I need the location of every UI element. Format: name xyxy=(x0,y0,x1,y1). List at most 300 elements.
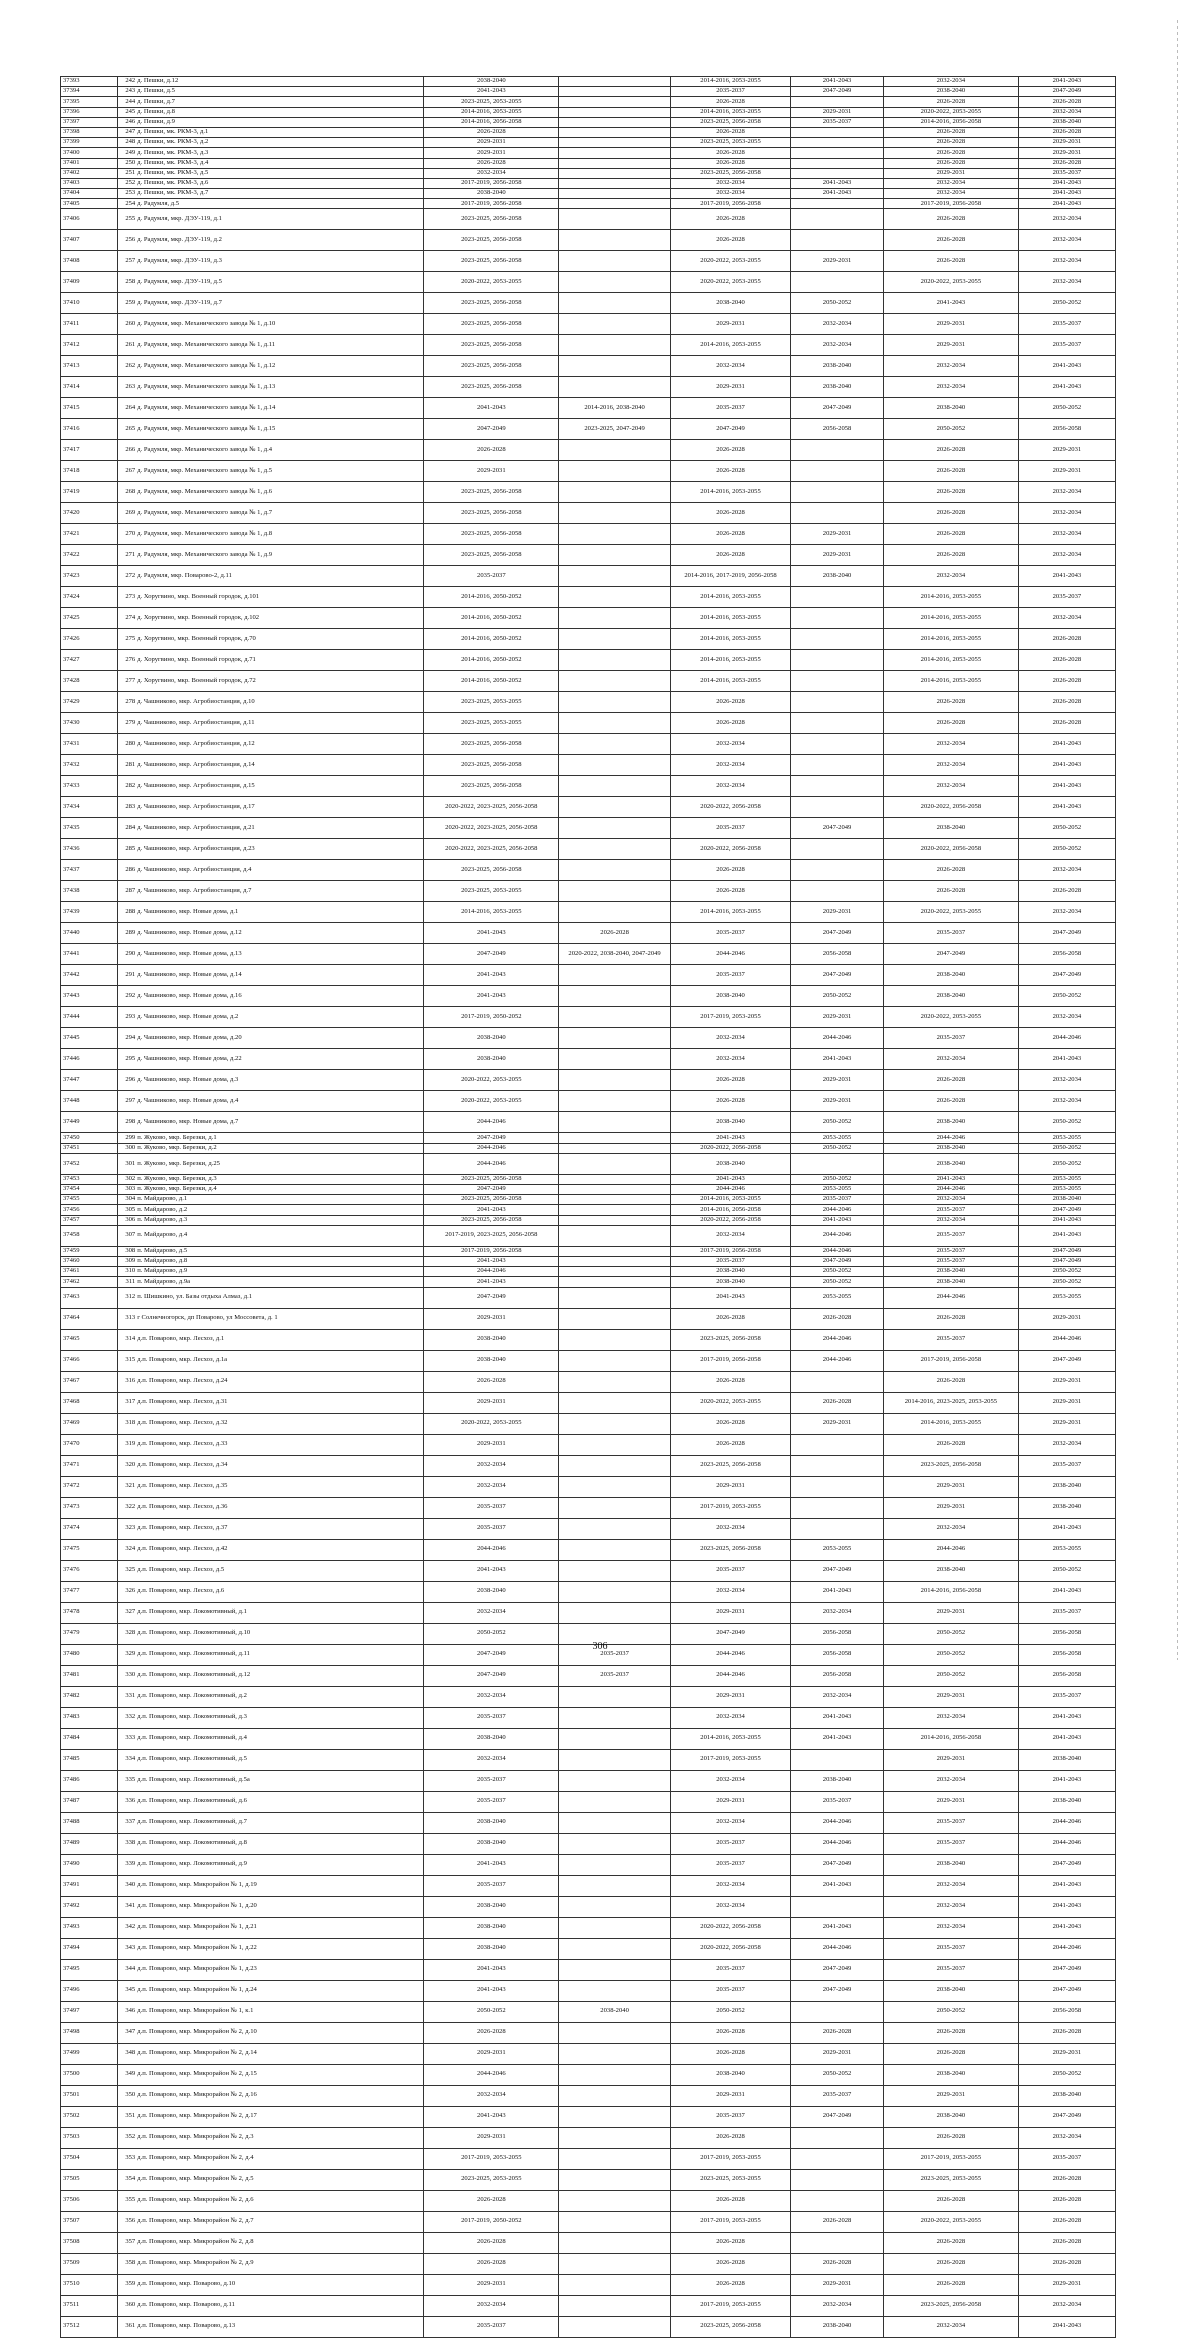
cell-col-6: 2047-2049 xyxy=(1018,923,1115,944)
cell-row-number: 249 xyxy=(118,148,136,158)
cell-row-address: п. Жуково, мкр. Березки, д.1 xyxy=(136,1133,424,1143)
cell-row-address: д. Чашниково, мкр. Новые дома, д.14 xyxy=(136,965,424,986)
cell-row-id: 37496 xyxy=(61,1980,118,2001)
cell-col-5: 2050-2052 xyxy=(884,419,1019,440)
cell-col-6: 2041-2043 xyxy=(1018,1707,1115,1728)
cell-col-6: 2032-2034 xyxy=(1018,1091,1115,1112)
cell-col-6: 2029-2031 xyxy=(1018,1413,1115,1434)
cell-col-2 xyxy=(559,1153,671,1174)
cell-col-5: 2032-2034 xyxy=(884,1518,1019,1539)
cell-row-id: 37440 xyxy=(61,923,118,944)
cell-col-5: 2035-2037 xyxy=(884,1959,1019,1980)
cell-row-address: д. Радумля, мкр. Механического завода № 1, д.14 xyxy=(136,398,424,419)
cell-col-2 xyxy=(559,1028,671,1049)
cell-col-4 xyxy=(791,2127,884,2148)
cell-col-5: 2026-2028 xyxy=(884,138,1019,148)
cell-row-number: 298 xyxy=(118,1112,136,1133)
cell-col-6: 2026-2028 xyxy=(1018,671,1115,692)
cell-row-id: 37431 xyxy=(61,734,118,755)
cell-col-2 xyxy=(559,1185,671,1195)
cell-row-address: д. Пешки, д.7 xyxy=(136,97,424,107)
table-row xyxy=(61,1959,1116,1980)
cell-col-1: 2029-2031 xyxy=(424,1308,559,1329)
cell-col-1: 2032-2034 xyxy=(424,1602,559,1623)
cell-row-id: 37407 xyxy=(61,230,118,251)
cell-row-address: д.п. Поварово, мкр. Лесхоз, д.34 xyxy=(136,1455,424,1476)
cell-col-6: 2041-2043 xyxy=(1018,1518,1115,1539)
cell-col-6: 2026-2028 xyxy=(1018,2022,1115,2043)
cell-col-3: 2026-2028 xyxy=(670,1413,790,1434)
cell-col-3: 2026-2028 xyxy=(670,209,790,230)
cell-col-6: 2032-2034 xyxy=(1018,1070,1115,1091)
cell-col-5: 2032-2034 xyxy=(884,1215,1019,1225)
cell-row-number: 280 xyxy=(118,734,136,755)
cell-col-2 xyxy=(559,755,671,776)
cell-row-id: 37458 xyxy=(61,1225,118,1246)
cell-col-3: 2020-2022, 2056-2058 xyxy=(670,1143,790,1153)
cell-row-address: д. Пешки, мк. РКМ-3, д.1 xyxy=(136,127,424,137)
cell-row-address: д.п. Поварово, мкр. Локомотивный, д.1 xyxy=(136,1602,424,1623)
cell-row-number: 250 xyxy=(118,158,136,168)
cell-col-6: 2056-2058 xyxy=(1018,2001,1115,2022)
cell-col-3: 2023-2025, 2056-2058 xyxy=(670,1329,790,1350)
cell-col-1: 2041-2043 xyxy=(424,1277,559,1287)
cell-col-5: 2014-2016, 2023-2025, 2053-2055 xyxy=(884,1392,1019,1413)
cell-row-id: 37404 xyxy=(61,189,118,199)
cell-row-number: 278 xyxy=(118,692,136,713)
cell-col-4: 2038-2040 xyxy=(791,356,884,377)
cell-col-3: 2017-2019, 2053-2055 xyxy=(670,1007,790,1028)
cell-col-3: 2050-2052 xyxy=(670,2001,790,2022)
cell-col-3: 2038-2040 xyxy=(670,293,790,314)
table-row xyxy=(61,1707,1116,1728)
cell-row-id: 37502 xyxy=(61,2106,118,2127)
cell-col-6: 2038-2040 xyxy=(1018,1497,1115,1518)
cell-col-3: 2038-2040 xyxy=(670,1277,790,1287)
table-row xyxy=(61,1256,1116,1266)
cell-col-2 xyxy=(559,1205,671,1215)
cell-col-1: 2020-2022, 2053-2055 xyxy=(424,1070,559,1091)
cell-row-number: 269 xyxy=(118,503,136,524)
cell-row-number: 294 xyxy=(118,1028,136,1049)
cell-row-id: 37397 xyxy=(61,117,118,127)
cell-col-3: 2032-2034 xyxy=(670,1896,790,1917)
cell-col-3: 2032-2034 xyxy=(670,1049,790,1070)
cell-row-id: 37433 xyxy=(61,776,118,797)
cell-row-number: 261 xyxy=(118,335,136,356)
table-row xyxy=(61,1392,1116,1413)
table-row xyxy=(61,199,1116,209)
cell-col-3: 2026-2028 xyxy=(670,158,790,168)
cell-col-5: 2038-2040 xyxy=(884,986,1019,1007)
cell-col-5: 2032-2034 xyxy=(884,178,1019,188)
cell-col-3: 2023-2025, 2056-2058 xyxy=(670,117,790,127)
cell-col-1: 2023-2025, 2053-2055 xyxy=(424,2169,559,2190)
cell-col-3: 2044-2046 xyxy=(670,944,790,965)
cell-col-4: 2044-2046 xyxy=(791,1225,884,1246)
table-row xyxy=(61,2043,1116,2064)
cell-row-address: д. Пешки, д.12 xyxy=(136,77,424,87)
cell-col-3: 2020-2022, 2056-2058 xyxy=(670,797,790,818)
cell-row-id: 37485 xyxy=(61,1749,118,1770)
cell-row-id: 37436 xyxy=(61,839,118,860)
cell-row-id: 37427 xyxy=(61,650,118,671)
cell-col-3: 2026-2028 xyxy=(670,1091,790,1112)
cell-col-6: 2053-2055 xyxy=(1018,1174,1115,1184)
cell-row-address: д.п. Поварово, мкр. Локомотивный, д.4 xyxy=(136,1728,424,1749)
cell-col-6: 2029-2031 xyxy=(1018,148,1115,158)
cell-col-5: 2032-2034 xyxy=(884,776,1019,797)
cell-row-number: 303 xyxy=(118,1185,136,1195)
cell-row-address: д.п. Поварово, мкр. Микрорайон № 2, д.8 xyxy=(136,2232,424,2253)
cell-col-5: 2032-2034 xyxy=(884,1195,1019,1205)
cell-row-address: д. Чашниково, мкр. Новые дома, д.2 xyxy=(136,1007,424,1028)
cell-col-2 xyxy=(559,1980,671,2001)
cell-row-id: 37490 xyxy=(61,1854,118,1875)
cell-row-id: 37466 xyxy=(61,1350,118,1371)
cell-row-address: д.п. Поварово, мкр. Микрорайон № 2, д.15 xyxy=(136,2064,424,2085)
cell-row-number: 285 xyxy=(118,839,136,860)
cell-col-6: 2029-2031 xyxy=(1018,2274,1115,2295)
cell-row-address: д.п. Поварово, мкр. Микрорайон № 2, д.17 xyxy=(136,2106,424,2127)
cell-row-id: 37432 xyxy=(61,755,118,776)
cell-col-4: 2029-2031 xyxy=(791,251,884,272)
cell-col-3: 2023-2025, 2056-2058 xyxy=(670,1539,790,1560)
cell-col-4 xyxy=(791,1749,884,1770)
table-row xyxy=(61,1308,1116,1329)
cell-col-6: 2026-2028 xyxy=(1018,650,1115,671)
cell-row-number: 329 xyxy=(118,1644,136,1665)
cell-col-3: 2017-2019, 2056-2058 xyxy=(670,1350,790,1371)
cell-row-address: д.п. Поварово, мкр. Поварово, д.11 xyxy=(136,2295,424,2316)
cell-row-id: 37406 xyxy=(61,209,118,230)
cell-col-3: 2041-2043 xyxy=(670,1133,790,1143)
cell-row-id: 37434 xyxy=(61,797,118,818)
cell-col-3: 2029-2031 xyxy=(670,1686,790,1707)
cell-col-2 xyxy=(559,1392,671,1413)
cell-col-2 xyxy=(559,127,671,137)
cell-col-1: 2026-2028 xyxy=(424,1371,559,1392)
cell-row-number: 277 xyxy=(118,671,136,692)
cell-row-number: 318 xyxy=(118,1413,136,1434)
cell-col-1: 2044-2046 xyxy=(424,2064,559,2085)
cell-col-2 xyxy=(559,440,671,461)
cell-col-5: 2038-2040 xyxy=(884,87,1019,97)
table-row xyxy=(61,1350,1116,1371)
cell-col-3: 2029-2031 xyxy=(670,1476,790,1497)
cell-col-3: 2026-2028 xyxy=(670,713,790,734)
cell-row-id: 37394 xyxy=(61,87,118,97)
cell-row-id: 37511 xyxy=(61,2295,118,2316)
table-row xyxy=(61,1287,1116,1308)
cell-col-3: 2014-2016, 2053-2055 xyxy=(670,587,790,608)
cell-col-4 xyxy=(791,2169,884,2190)
cell-col-1: 2032-2034 xyxy=(424,2295,559,2316)
cell-col-6: 2026-2028 xyxy=(1018,713,1115,734)
table-row xyxy=(61,335,1116,356)
cell-col-5: 2029-2031 xyxy=(884,168,1019,178)
cell-col-4: 2029-2031 xyxy=(791,107,884,117)
cell-col-1: 2029-2031 xyxy=(424,461,559,482)
cell-col-6: 2056-2058 xyxy=(1018,419,1115,440)
cell-col-4 xyxy=(791,1455,884,1476)
cell-col-3: 2014-2016, 2053-2055 xyxy=(670,1195,790,1205)
cell-col-3: 2014-2016, 2053-2055 xyxy=(670,335,790,356)
cell-col-1: 2035-2037 xyxy=(424,1707,559,1728)
cell-col-6: 2032-2034 xyxy=(1018,230,1115,251)
cell-col-1: 2023-2025, 2056-2058 xyxy=(424,1174,559,1184)
cell-col-1: 2038-2040 xyxy=(424,1028,559,1049)
cell-row-id: 37494 xyxy=(61,1938,118,1959)
cell-col-2 xyxy=(559,1728,671,1749)
cell-row-number: 262 xyxy=(118,356,136,377)
cell-col-6: 2041-2043 xyxy=(1018,77,1115,87)
table-row xyxy=(61,2022,1116,2043)
cell-col-4: 2041-2043 xyxy=(791,1581,884,1602)
cell-col-1: 2047-2049 xyxy=(424,419,559,440)
cell-col-2 xyxy=(559,1371,671,1392)
cell-col-5: 2026-2028 xyxy=(884,2190,1019,2211)
cell-col-3: 2026-2028 xyxy=(670,2232,790,2253)
cell-col-2 xyxy=(559,1133,671,1143)
cell-col-3: 2020-2022, 2056-2058 xyxy=(670,1917,790,1938)
cell-col-3: 2035-2037 xyxy=(670,398,790,419)
cell-col-3: 2014-2016, 2053-2055 xyxy=(670,902,790,923)
cell-col-5: 2026-2028 xyxy=(884,2022,1019,2043)
table-row xyxy=(61,839,1116,860)
cell-col-3: 2020-2022, 2053-2055 xyxy=(670,272,790,293)
cell-col-2 xyxy=(559,77,671,87)
cell-row-number: 289 xyxy=(118,923,136,944)
cell-row-address: д. Хоругвино, мкр. Военный городок, д.71 xyxy=(136,650,424,671)
cell-col-3: 2026-2028 xyxy=(670,2043,790,2064)
cell-col-5: 2032-2034 xyxy=(884,755,1019,776)
cell-col-2 xyxy=(559,839,671,860)
table-row xyxy=(61,1560,1116,1581)
cell-col-6: 2044-2046 xyxy=(1018,1833,1115,1854)
cell-row-number: 311 xyxy=(118,1277,136,1287)
cell-col-5: 2038-2040 xyxy=(884,398,1019,419)
cell-col-1: 2041-2043 xyxy=(424,1980,559,2001)
cell-col-6: 2050-2052 xyxy=(1018,398,1115,419)
table-row xyxy=(61,1434,1116,1455)
cell-col-3: 2020-2022, 2056-2058 xyxy=(670,839,790,860)
cell-col-3: 2035-2037 xyxy=(670,1256,790,1266)
cell-col-5: 2035-2037 xyxy=(884,1329,1019,1350)
cell-col-1: 2023-2025, 2056-2058 xyxy=(424,524,559,545)
cell-row-id: 37424 xyxy=(61,587,118,608)
cell-row-number: 347 xyxy=(118,2022,136,2043)
cell-row-address: д.п. Поварово, мкр. Локомотивный, д.11 xyxy=(136,1644,424,1665)
cell-col-6: 2026-2028 xyxy=(1018,97,1115,107)
cell-col-4: 2032-2034 xyxy=(791,2295,884,2316)
cell-col-4 xyxy=(791,881,884,902)
cell-row-address: д. Чашниково, мкр. Агробиостанция, д.7 xyxy=(136,881,424,902)
cell-col-2 xyxy=(559,1329,671,1350)
cell-row-number: 361 xyxy=(118,2316,136,2337)
cell-col-5: 2035-2037 xyxy=(884,1256,1019,1266)
cell-col-6: 2041-2043 xyxy=(1018,1770,1115,1791)
cell-col-5: 2032-2034 xyxy=(884,1896,1019,1917)
cell-col-5: 2020-2022, 2056-2058 xyxy=(884,797,1019,818)
cell-col-4: 2053-2055 xyxy=(791,1185,884,1195)
cell-row-number: 301 xyxy=(118,1153,136,1174)
cell-row-number: 360 xyxy=(118,2295,136,2316)
cell-col-2 xyxy=(559,335,671,356)
table-row xyxy=(61,881,1116,902)
cell-row-address: д. Радумля, мкр. Механического завода № 1, д.11 xyxy=(136,335,424,356)
cell-col-2 xyxy=(559,1350,671,1371)
cell-col-4: 2056-2058 xyxy=(791,1665,884,1686)
cell-col-3: 2032-2034 xyxy=(670,356,790,377)
cell-col-6: 2026-2028 xyxy=(1018,629,1115,650)
cell-col-5: 2020-2022, 2053-2055 xyxy=(884,1007,1019,1028)
cell-col-6: 2026-2028 xyxy=(1018,2211,1115,2232)
cell-col-3: 2026-2028 xyxy=(670,545,790,566)
cell-col-6: 2038-2040 xyxy=(1018,1476,1115,1497)
table-row xyxy=(61,209,1116,230)
cell-col-2 xyxy=(559,1413,671,1434)
cell-col-3: 2026-2028 xyxy=(670,1434,790,1455)
table-row xyxy=(61,1875,1116,1896)
cell-col-1: 2023-2025, 2053-2055 xyxy=(424,97,559,107)
cell-row-address: д.п. Поварово, мкр. Лесхоз, д.36 xyxy=(136,1497,424,1518)
cell-col-5: 2038-2040 xyxy=(884,1143,1019,1153)
cell-col-1: 2038-2040 xyxy=(424,1329,559,1350)
cell-row-id: 37487 xyxy=(61,1791,118,1812)
cell-col-3: 2026-2028 xyxy=(670,881,790,902)
table-row xyxy=(61,2190,1116,2211)
cell-row-number: 264 xyxy=(118,398,136,419)
cell-row-address: п. Майдарово, д.1 xyxy=(136,1195,424,1205)
cell-col-5: 2023-2025, 2053-2055 xyxy=(884,2169,1019,2190)
cell-col-1: 2041-2043 xyxy=(424,923,559,944)
cell-col-6: 2053-2055 xyxy=(1018,1539,1115,1560)
cell-col-6: 2035-2037 xyxy=(1018,1686,1115,1707)
cell-row-number: 313 xyxy=(118,1308,136,1329)
cell-col-4: 2050-2052 xyxy=(791,2064,884,2085)
table-row xyxy=(61,87,1116,97)
cell-col-3: 2020-2022, 2053-2055 xyxy=(670,1392,790,1413)
cell-col-4: 2041-2043 xyxy=(791,178,884,188)
cell-col-2: 2035-2037 xyxy=(559,1665,671,1686)
cell-row-address: д.п. Поварово, мкр. Лесхоз, д.5 xyxy=(136,1560,424,1581)
cell-row-address: д. Радумля, мкр. Механического завода № 1, д.8 xyxy=(136,524,424,545)
cell-col-6: 2026-2028 xyxy=(1018,2232,1115,2253)
cell-col-5: 2020-2022, 2053-2055 xyxy=(884,2211,1019,2232)
cell-col-2 xyxy=(559,524,671,545)
cell-col-2 xyxy=(559,881,671,902)
cell-col-1: 2023-2025, 2056-2058 xyxy=(424,734,559,755)
cell-col-5: 2026-2028 xyxy=(884,127,1019,137)
cell-col-4 xyxy=(791,734,884,755)
cell-col-6: 2035-2037 xyxy=(1018,1602,1115,1623)
cell-col-3: 2026-2028 xyxy=(670,440,790,461)
cell-col-2 xyxy=(559,566,671,587)
cell-col-5: 2026-2028 xyxy=(884,545,1019,566)
table-row xyxy=(61,1371,1116,1392)
cell-col-5: 2038-2040 xyxy=(884,1153,1019,1174)
cell-col-1: 2038-2040 xyxy=(424,1049,559,1070)
cell-col-5: 2050-2052 xyxy=(884,1623,1019,1644)
table-row xyxy=(61,2316,1116,2337)
table-row xyxy=(61,1329,1116,1350)
cell-col-5: 2032-2034 xyxy=(884,1049,1019,1070)
cell-col-1: 2020-2022, 2053-2055 xyxy=(424,1091,559,1112)
cell-col-1: 2038-2040 xyxy=(424,1833,559,1854)
cell-col-1: 2029-2031 xyxy=(424,1392,559,1413)
table-row xyxy=(61,734,1116,755)
cell-col-2 xyxy=(559,1256,671,1266)
cell-col-2 xyxy=(559,692,671,713)
cell-col-5: 2035-2037 xyxy=(884,1225,1019,1246)
cell-row-address: д. Пешки, д.5 xyxy=(136,87,424,97)
cell-row-address: д. Чашниково, мкр. Агробиостанция, д.10 xyxy=(136,692,424,713)
cell-row-id: 37476 xyxy=(61,1560,118,1581)
cell-col-1: 2017-2019, 2023-2025, 2056-2058 xyxy=(424,1225,559,1246)
cell-row-address: д.п. Поварово, мкр. Локомотивный, д.2 xyxy=(136,1686,424,1707)
cell-col-2 xyxy=(559,1518,671,1539)
cell-col-3: 2014-2016, 2056-2058 xyxy=(670,1205,790,1215)
cell-col-6: 2026-2028 xyxy=(1018,692,1115,713)
cell-row-number: 332 xyxy=(118,1707,136,1728)
table-row xyxy=(61,965,1116,986)
cell-row-address: д. Радумля, мкр. ДЭУ-119, д.7 xyxy=(136,293,424,314)
cell-col-3: 2020-2022, 2056-2058 xyxy=(670,1215,790,1225)
cell-col-5: 2038-2040 xyxy=(884,1560,1019,1581)
cell-row-address: д. Чашниково, мкр. Новые дома, д.16 xyxy=(136,986,424,1007)
cell-row-id: 37438 xyxy=(61,881,118,902)
cell-col-3: 2044-2046 xyxy=(670,1665,790,1686)
cell-col-5: 2044-2046 xyxy=(884,1185,1019,1195)
cell-row-id: 37475 xyxy=(61,1539,118,1560)
cell-row-address: д. Пешки, мк. РКМ-3, д.7 xyxy=(136,189,424,199)
cell-row-address: д.п. Поварово, мкр. Лесхоз, д.37 xyxy=(136,1518,424,1539)
cell-col-1: 2050-2052 xyxy=(424,1623,559,1644)
cell-col-6: 2026-2028 xyxy=(1018,127,1115,137)
cell-row-id: 37420 xyxy=(61,503,118,524)
cell-row-number: 359 xyxy=(118,2274,136,2295)
cell-row-number: 306 xyxy=(118,1215,136,1225)
cell-col-3: 2032-2034 xyxy=(670,1225,790,1246)
cell-col-2 xyxy=(559,1434,671,1455)
cell-col-4: 2050-2052 xyxy=(791,1267,884,1277)
cell-col-6: 2035-2037 xyxy=(1018,168,1115,178)
cell-col-4: 2029-2031 xyxy=(791,1070,884,1091)
cell-row-id: 37405 xyxy=(61,199,118,209)
cell-col-5: 2023-2025, 2056-2058 xyxy=(884,2295,1019,2316)
cell-row-number: 334 xyxy=(118,1749,136,1770)
table-row xyxy=(61,117,1116,127)
cell-row-id: 37471 xyxy=(61,1455,118,1476)
cell-col-6: 2050-2052 xyxy=(1018,1143,1115,1153)
table-row xyxy=(61,356,1116,377)
table-row xyxy=(61,1539,1116,1560)
cell-col-1: 2038-2040 xyxy=(424,77,559,87)
cell-col-1: 2026-2028 xyxy=(424,127,559,137)
cell-row-id: 37442 xyxy=(61,965,118,986)
cell-col-1: 2035-2037 xyxy=(424,566,559,587)
cell-row-id: 37505 xyxy=(61,2169,118,2190)
cell-col-6: 2041-2043 xyxy=(1018,797,1115,818)
cell-row-id: 37412 xyxy=(61,335,118,356)
cell-col-2 xyxy=(559,1896,671,1917)
cell-row-address: д.п. Поварово, мкр. Локомотивный, д.7 xyxy=(136,1812,424,1833)
cell-col-6: 2038-2040 xyxy=(1018,1195,1115,1205)
cell-col-2 xyxy=(559,2085,671,2106)
cell-row-id: 37451 xyxy=(61,1143,118,1153)
cell-row-address: д.п. Поварово, мкр. Микрорайон № 2, д.3 xyxy=(136,2127,424,2148)
